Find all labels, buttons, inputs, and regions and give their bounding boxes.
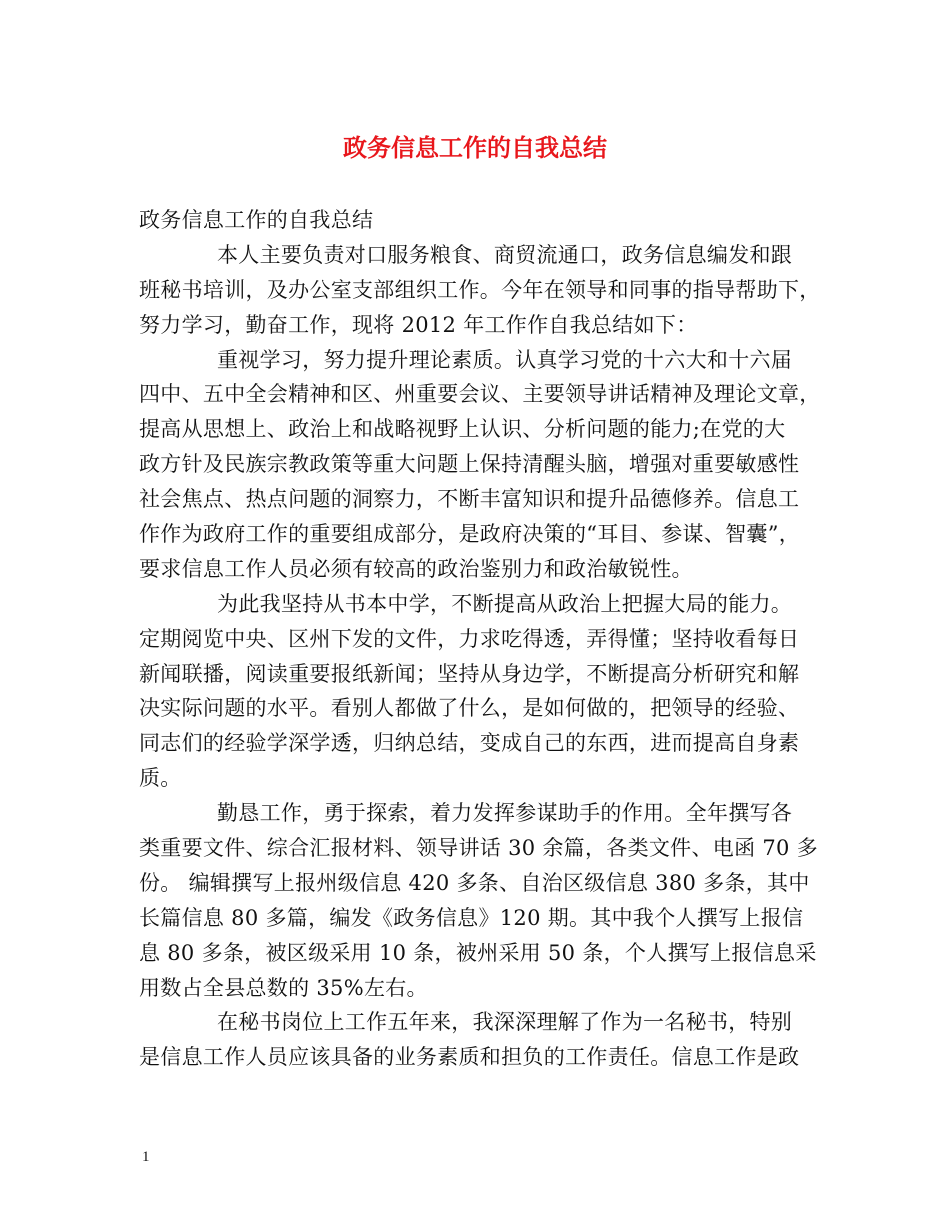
body-line: 长篇信息 80 多篇，编发《政务信息》120 期。其中我个人撰写上报信: [139, 905, 804, 930]
body-line: 政方针及民族宗教政策等重大问题上保持清醒头脑，增强对重要敏感性: [139, 452, 800, 477]
paragraph-first-line: 在秘书岗位上工作五年来，我深深理解了作为一名秘书，特别: [217, 1010, 793, 1035]
body-line: 质。: [139, 766, 182, 791]
body-line: 同志们的经验学深学透，归纳总结，变成自己的东西，进而提高自身素: [139, 731, 800, 756]
body-line: 努力学习，勤奋工作，现将 2012 年工作作自我总结如下：: [139, 312, 698, 337]
body-line: 份。 编辑撰写上报州级信息 420 多条、自治区级信息 380 多条，其中: [139, 870, 810, 895]
body-line: 班秘书培训，及办公室支部组织工作。今年在领导和同事的指导帮助下，: [139, 277, 821, 302]
body-line: 决实际问题的水平。看别人都做了什么，是如何做的，把领导的经验、: [139, 696, 800, 721]
body-line: 提高从思想上、政治上和战略视野上认识、分析问题的能力;在党的大: [139, 417, 786, 442]
paragraph-first-line: 本人主要负责对口服务粮食、商贸流通口，政务信息编发和跟: [217, 242, 793, 267]
page-number: 1: [142, 1149, 150, 1165]
paragraph-first-line: 重视学习，努力提升理论素质。认真学习党的十六大和十六届: [217, 347, 793, 372]
body-line: 作作为政府工作的重要组成部分，是政府决策的“耳目、参谋、智囊”，: [139, 522, 801, 547]
paragraph-first-line: 勤恳工作，勇于探索，着力发挥参谋助手的作用。全年撰写各: [217, 801, 793, 826]
body-line: 定期阅览中央、区州下发的文件，力求吃得透，弄得懂；坚持收看每日: [139, 626, 800, 651]
body-line: 要求信息工作人员必须有较高的政治鉴别力和政治敏锐性。: [139, 556, 693, 581]
body-line: 息 80 多条，被区级采用 10 条，被州采用 50 条，个人撰写上报信息采: [139, 940, 817, 965]
body-line: 社会焦点、热点问题的洞察力，不断丰富知识和提升品德修养。信息工: [139, 487, 800, 512]
body-line: 用数占全县总数的 35%左右。: [139, 975, 428, 1000]
body-line: 政务信息工作的自我总结: [139, 208, 374, 232]
body-line: 新闻联播，阅读重要报纸新闻；坚持从身边学，不断提高分析研究和解: [139, 661, 800, 686]
body-line: 四中、五中全会精神和区、州重要会议、主要领导讲话精神及理论文章，: [139, 382, 821, 407]
paragraph-first-line: 为此我坚持从书本中学，不断提高从政治上把握大局的能力。: [217, 591, 793, 616]
document-body: [139, 203, 819, 1075]
body-line: 是信息工作人员应该具备的业务素质和担负的工作责任。信息工作是政: [139, 1045, 800, 1070]
document-title: 政务信息工作的自我总结: [343, 134, 607, 162]
body-line: 类重要文件、综合汇报材料、领导讲话 30 余篇，各类文件、电函 70 多: [139, 836, 818, 861]
